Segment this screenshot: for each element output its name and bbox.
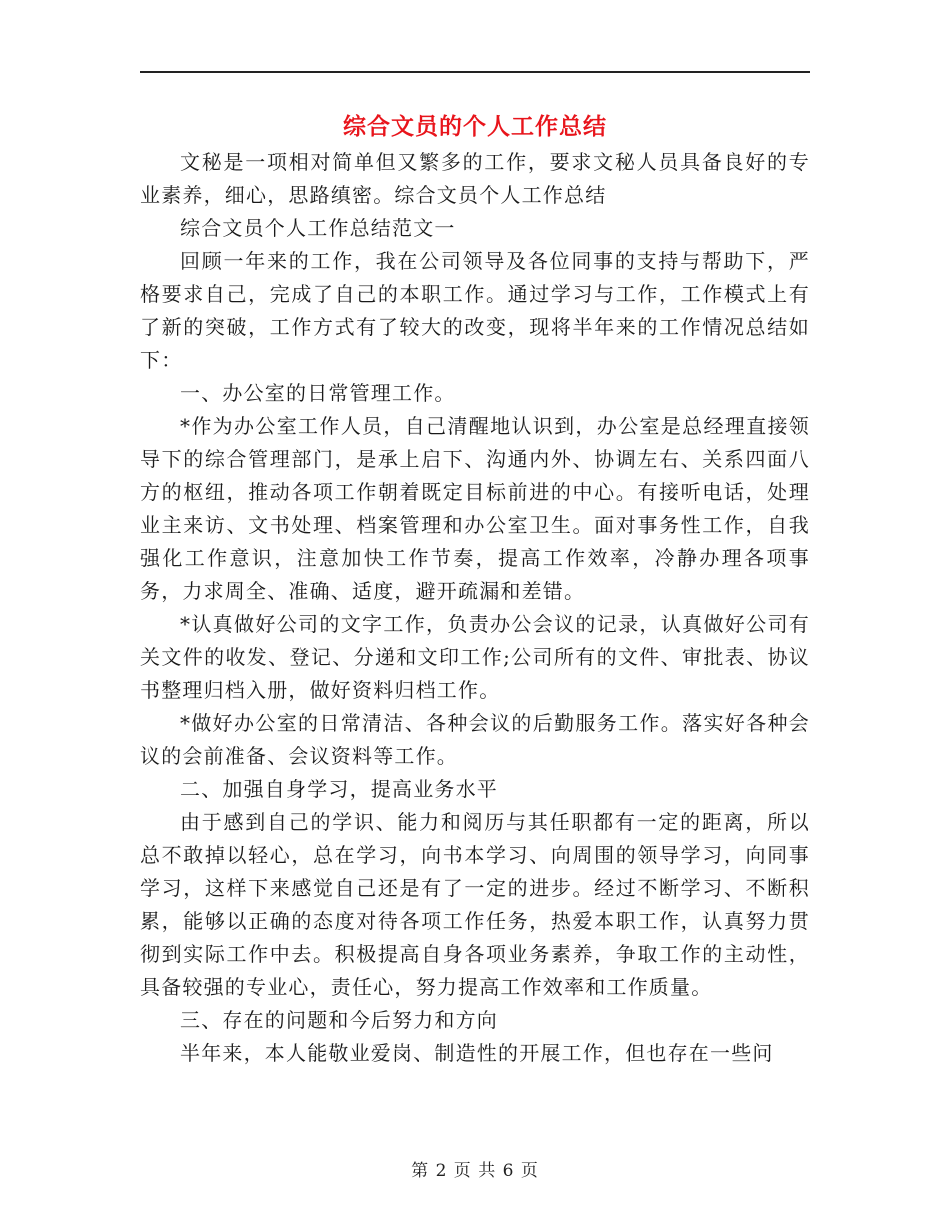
- section-heading: 二、加强自身学习，提高业务水平: [180, 777, 498, 801]
- paragraph: 半年来，本人能敬业爱岗、制造性的开展工作，但也存在一些问: [180, 1041, 774, 1065]
- section-heading: 三、存在的问题和今后努力和方向: [180, 1008, 498, 1032]
- section-heading: 一、办公室的日常管理工作。: [180, 381, 456, 405]
- header-rule: [140, 71, 810, 73]
- paragraph: 由于感到自己的学识、能力和阅历与其任职都有一定的距离，所以总不敢掉以轻心，总在学习，向书本学习、向周围的领导学习，向同事学习，这样下来感觉自己还是有了一定的进步。经过不断学习、不断积累，能够以正确的态度对待各项工作任务，热爱本职工作，认真努力贯彻到实际工作中去。积极提高自身各项业务素养，争取工作的主动性，具备较强的专业心，责任心，努力提高工作效率和工作质量。: [140, 810, 810, 999]
- document-body: [140, 146, 810, 1070]
- page-footer: 第 2 页 共 6 页: [411, 1161, 539, 1181]
- paragraph: 综合文员个人工作总结范文一: [180, 216, 456, 240]
- paragraph: *作为办公室工作人员，自己清醒地认识到，办公室是总经理直接领导下的综合管理部门，是承上启下、沟通内外、协调左右、关系四面八方的枢纽，推动各项工作朝着既定目标前进的中心。有接听电话，处理业主来访、文书处理、档案管理和办公室卫生。面对事务性工作，自我强化工作意识，注意加快工作节奏，提高工作效率，冷静办理各项事务，力求周全、准确、适度，避开疏漏和差错。: [140, 414, 810, 603]
- paragraph: *认真做好公司的文字工作，负责办公会议的记录，认真做好公司有关文件的收发、登记、分递和文印工作;公司所有的文件、审批表、协议书整理归档入册，做好资料归档工作。: [140, 612, 810, 702]
- paragraph: *做好办公室的日常清洁、各种会议的后勤服务工作。落实好各种会议的会前准备、会议资料等工作。: [140, 711, 810, 768]
- paragraph: 回顾一年来的工作，我在公司领导及各位同事的支持与帮助下，严格要求自己，完成了自己的本职工作。通过学习与工作，工作模式上有了新的突破，工作方式有了较大的改变，现将半年来的工作情况总结如下：: [140, 249, 810, 372]
- paragraph: 文秘是一项相对简单但又繁多的工作，要求文秘人员具备良好的专业素养，细心，思路缜密。综合文员个人工作总结: [140, 150, 810, 207]
- document-title: 综合文员的个人工作总结: [343, 114, 607, 140]
